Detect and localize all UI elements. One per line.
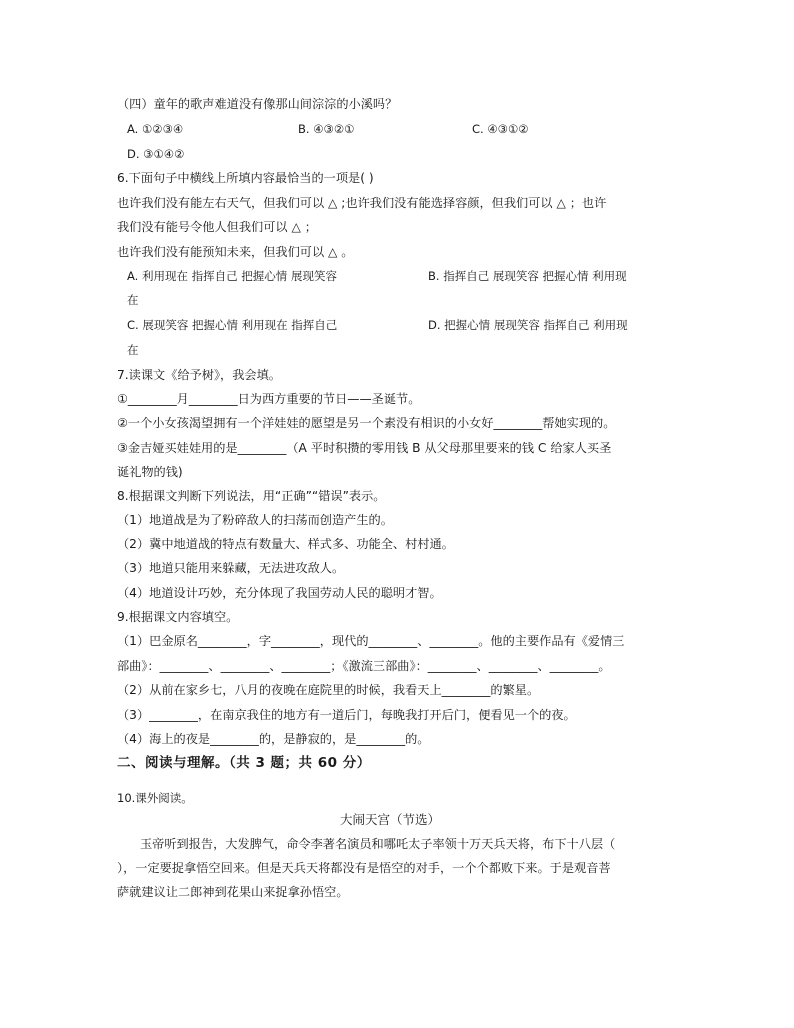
section-2-heading: 二、阅读与理解。（共 3 题；共 60 分） [117, 755, 371, 771]
q6-option-a: A. 利用现在 指挥自己 把握心情 展现笑容 [127, 269, 337, 283]
q7-line-3: ③金吉娅买娃娃用的是________（A 平时积攒的零用钱 B 从父母那里要来的钱 C 给家人买圣 [117, 441, 612, 455]
q8-item-3: （3）地道只能用来躲藏，无法进攻敌人。 [117, 561, 345, 575]
q8-question: 8.根据课文判断下列说法，用“正确”“错误”表示。 [117, 489, 386, 503]
q8-item-4: （4）地道设计巧妙，充分体现了我国劳动人民的聪明才智。 [117, 586, 442, 600]
q8-item-1: （1）地道战是为了粉碎敌人的扫荡而创造产生的。 [117, 513, 393, 527]
q9-line-1: （1）巴金原名________，字________，现代的________、________。他的主要作品有《爱情三 [117, 634, 625, 648]
q5-option-b: B. ④③②① [298, 122, 355, 136]
q6-option-d: D. 把握心情 展现笑容 指挥自己 利用现 [428, 318, 628, 332]
q7-line-1: ①________月________日为西方重要的节日——圣诞节。 [117, 392, 421, 406]
q6-option-wrap: 在 [127, 293, 139, 307]
q6-option-b: B. 指挥自己 展现笑容 把握心情 利用现 [428, 269, 627, 283]
passage-line-1: 玉帝听到报告，大发脾气，命令李著名演员和哪吒太子率领十万天兵天将，布下十八层（ [140, 837, 616, 851]
q7-line-2: ②一个小女孩渴望拥有一个洋娃娃的愿望是另一个素没有相识的小女好________帮她实现的。 [117, 416, 616, 430]
q9-line-2: 部曲》：________、________、________；《激流三部曲》：________、________、________。 [117, 659, 611, 673]
passage-line-2: ），一定要捉拿悟空回来。但是天兵天将都没有是悟空的对手，一个个都败下来。于是观音菩 [117, 861, 611, 875]
q7-line-4: 诞礼物的钱) [117, 465, 183, 479]
q5-option-d: D. ③①④② [127, 147, 185, 161]
q5-option-c: C. ④③①② [472, 122, 529, 136]
q6-question: 6.下面句子中横线上所填内容最恰当的一项是( ) [117, 171, 374, 185]
q5-stem: （四）童年的歌声难道没有像那山间淙淙的小溪吗？ [117, 97, 398, 111]
q5-option-a: A. ①②③④ [127, 122, 184, 136]
passage-title: 大闹天宫（节选） [340, 812, 441, 827]
q6-option-c: C. 展现笑容 把握心情 利用现在 指挥自己 [127, 318, 338, 332]
q6-line-2: 我们没有能号令他人但我们可以 △ ； [117, 220, 317, 234]
q7-question: 7.读课文《给予树》，我会填。 [117, 368, 281, 382]
q9-question: 9.根据课文内容填空。 [117, 610, 239, 624]
q9-line-5: （4）海上的夜是________的，是静寂的，是________的。 [117, 732, 430, 746]
passage-line-3: 萨就建议让二郎神到花果山来捉拿孙悟空。 [117, 885, 349, 899]
q9-line-3: （2）从前在家乡七，八月的夜晚在庭院里的时候，我看天上________的繁星。 [117, 683, 540, 697]
q6-line-1: 也许我们没有能左右天气，但我们可以 △ ;也许我们没有能选择容颜，但我们可以 △ ；也许 [117, 196, 607, 210]
q6-option-wrap-2: 在 [127, 343, 139, 357]
q9-line-4: （3）________，在南京我住的地方有一道后门，每晚我打开后门，便看见一个的夜。 [117, 708, 576, 722]
q8-item-2: （2）冀中地道战的特点有数量大、样式多、功能全、村村通。 [117, 537, 454, 551]
q6-line-3: 也许我们没有能预知未来，但我们可以 △ 。 [117, 245, 354, 259]
q10-question: 10.课外阅读。 [117, 791, 193, 805]
